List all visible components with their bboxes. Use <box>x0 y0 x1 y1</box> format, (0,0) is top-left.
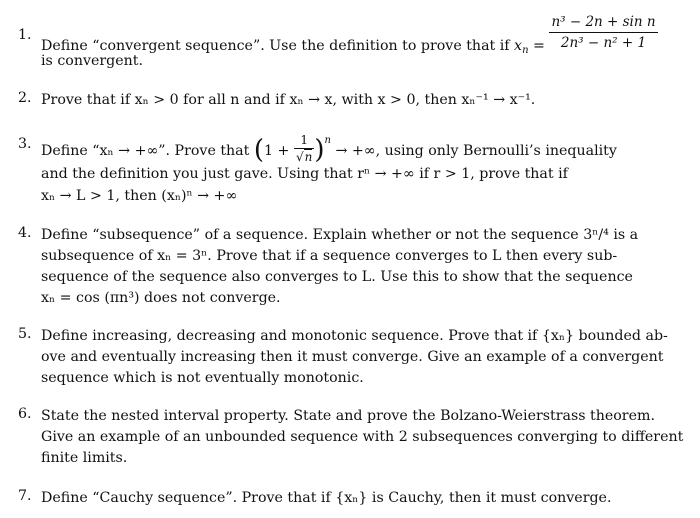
problem-text <box>41 14 656 69</box>
problem-5-line-2: ove and eventually increasing then it must converge. Give an example of a convergent <box>41 349 664 365</box>
problem-6-line-3: finite limits. <box>41 450 128 466</box>
problem-1-text-a: Define “convergent sequence”. Use the definition to prove that if <box>41 38 515 54</box>
fraction <box>549 14 657 52</box>
problem-number: 5. <box>18 326 32 342</box>
problem-number: 3. <box>18 136 32 152</box>
fraction-numerator: n³ − 2n + sin n <box>549 14 657 33</box>
problem-1-text-b: is convergent. <box>41 53 143 69</box>
problem-6-line-1: State the nested interval property. State and prove the Bolzano-Weierstrass theorem. <box>41 408 655 424</box>
problem-number: 2. <box>18 90 32 106</box>
fraction-numerator: 1 <box>294 134 314 149</box>
problem-4-line-4: xₙ = cos (πn³) does not converge. <box>41 290 281 306</box>
math-xn: x <box>514 38 523 54</box>
problem-7-text: Define “Cauchy sequence”. Prove that if {xₙ} is Cauchy, then it must converge. <box>41 490 612 506</box>
problem-2-text: Prove that if xₙ > 0 for all n and if xₙ → x, with x > 0, then xₙ⁻¹ → x⁻¹. <box>41 92 536 108</box>
problem-number: 7. <box>18 488 32 504</box>
problem-number: 6. <box>18 406 32 422</box>
fraction-denominator: n <box>304 150 313 164</box>
problem-6-line-2: Give an example of an unbounded sequence with 2 subsequences converging to different <box>41 429 684 445</box>
problem-number: 1. <box>18 27 32 43</box>
power-exponent: n <box>324 135 331 146</box>
problem-3-text-b: → +∞, using only Bernoulli’s inequality <box>330 143 617 159</box>
math-subscript: n <box>522 45 529 56</box>
problem-number: 4. <box>18 225 32 241</box>
problem-4-line-1: Define “subsequence” of a sequence. Explain whether or not the sequence 3ⁿ/⁴ is a <box>41 227 639 243</box>
problem-4-line-3: sequence of the sequence also converges to L. Use this to show that the sequence <box>41 269 633 285</box>
fraction: $\frac{1}{√n}$ <box>295 133 313 164</box>
problem-3-text-a: Define “xₙ → +∞”. Prove that <box>41 143 254 159</box>
problem-5-line-1: Define increasing, decreasing and monotonic sequence. Prove that if {xₙ} bounded ab- <box>41 328 668 344</box>
problem-5-line-3: sequence which is not eventually monotonic. <box>41 370 364 386</box>
problem-4-line-2: subsequence of xₙ = 3ⁿ. Prove that if a sequence converges to L then every sub- <box>41 248 618 264</box>
problem-3-line-2: and the definition you just gave. Using that rⁿ → +∞ if r > 1, prove that if <box>41 166 568 182</box>
problem-3-line-3: xₙ → L > 1, then (xₙ)ⁿ → +∞ <box>41 188 238 204</box>
equals-sign: = <box>528 38 550 54</box>
fraction-denominator: 2n³ − n² + 1 <box>560 35 647 51</box>
